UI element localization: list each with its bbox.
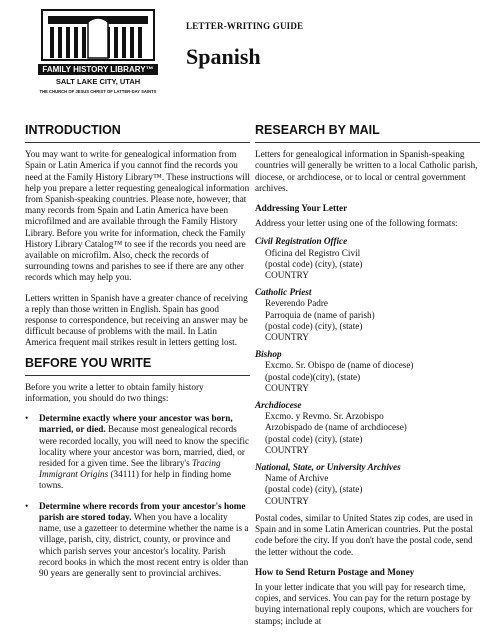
address-label: Civil Registration Office — [255, 236, 348, 247]
address-label: National, State, or University Archives — [255, 462, 401, 473]
address-line: COUNTRY — [265, 444, 309, 455]
address-line: COUNTRY — [265, 382, 309, 393]
bullet-2-bold: Determine where records from your ancestor's home parish are stored today. — [39, 500, 246, 522]
address-line: (postal code) (city), (state) — [265, 258, 363, 269]
research-by-mail-heading: RESEARCH BY MAIL — [255, 125, 480, 143]
address-line: COUNTRY — [265, 495, 309, 506]
bullet-1-bold: Determine exactly where your ancestor was born, married, or died. — [39, 413, 233, 435]
before-you-write-heading: BEFORE YOU WRITE — [25, 358, 250, 376]
postage-paragraph: In your letter indicate that you will pay for research time, copies, and services. You can pay for the return postage by buying international reply coupons, which are vouchers for stamps; include at — [255, 581, 473, 626]
bullet-2-text: When you have a locality name, use a gazetteer to determine whether the name is a village, parish, city, district, county, or province and which parish serves your ancestor's locality. Parish record books in which the most recent entry is older than 90 years are generally sent to provincial archives. — [39, 511, 249, 578]
address-label: Archdiocese — [255, 400, 302, 411]
addressing-intro: Address your letter using one of the following formats: — [255, 218, 458, 229]
address-format — [255, 287, 480, 343]
bullet-icon: • — [25, 413, 29, 424]
address-format — [255, 236, 480, 281]
list-item — [25, 413, 250, 491]
address-line: Oficina del Registro Civil — [265, 247, 361, 258]
address-label: Catholic Priest — [255, 287, 312, 298]
address-line: (postal code) (city), (state) — [265, 320, 363, 331]
left-column — [25, 125, 250, 588]
logo-city: SALT LAKE CITY, UTAH — [55, 77, 141, 86]
bullet-icon: • — [25, 500, 29, 511]
address-line: COUNTRY — [265, 332, 309, 343]
guide-label: LETTER-WRITING GUIDE — [186, 21, 304, 31]
address-line: Excmo. y Revmo. Sr. Arzobispo — [265, 411, 384, 422]
logo-church-name: THE CHURCH OF JESUS CHRIST OF LATTER-DAY SAINTS — [39, 89, 157, 94]
addressing-heading: Addressing Your Letter — [255, 203, 348, 214]
address-line: Excmo. Sr. Obispo de (name of diocese) — [265, 360, 414, 371]
bullet-1-tail: (34111) for help in finding home towns. — [39, 469, 231, 491]
address-line: (postal code)(city), (state) — [265, 371, 361, 382]
address-line: Arzobispado de (name of archdiocese) — [265, 422, 407, 433]
postage-heading: How to Send Return Postage and Money — [255, 566, 415, 577]
tracing-immigrant-origins-title: Tracing Immigrant Origins — [39, 458, 221, 480]
list-item — [25, 501, 250, 579]
introduction-heading: INTRODUCTION — [25, 125, 250, 143]
address-line: Name of Archive — [265, 473, 329, 484]
family-history-library-logo — [22, 8, 174, 100]
address-format — [255, 462, 480, 507]
page-title: Spanish — [186, 44, 261, 69]
address-line: Reverendo Padre — [265, 298, 329, 309]
intro-paragraph-2: Letters written in Spanish have a greater chance of receiving a reply than those written in English. Spain has good response to correspondence, but receiving an answer may be difficult because of problems with the mail. In Latin America frequent mail strikes result in letters getting lost. — [25, 292, 248, 348]
address-formats — [255, 236, 480, 506]
postal-code-paragraph: Postal codes, similar to United States zip codes, are used in Spain and in some Latin American countries. Put the postal code before the city. If you don't have the postal code, send the letter without the code. — [255, 512, 473, 557]
intro-paragraph-1: You may want to write for genealogical information from Spain or Latin America if you cannot find the records you need at the Family History Library™. These instructions will help you prepare a letter requesting genealogical information from Spanish-speaking countries. Please note, however, that many records from Spain and Latin America have been microfilmed and are available through the Family History Library. Before you write for information, check the Family History Library Catalog™ to see if the records you need are available on microfilm. Also, check the records of surrounding towns and parishes to see if there are any other records which may help you. — [25, 149, 250, 283]
research-paragraph: Letters for genealogical information in Spanish-speaking countries will generally be written to a local Catholic parish, diocese, or archdiocese, or to local or central government archives. — [255, 149, 478, 193]
logo-library-name: FAMILY HISTORY LIBRARY™ — [38, 64, 158, 75]
address-line: COUNTRY — [265, 270, 309, 281]
right-column — [255, 125, 480, 636]
address-line: (postal code) (city), (state) — [265, 484, 363, 495]
address-format — [255, 400, 480, 456]
address-line: (postal code) (city), (state) — [265, 433, 363, 444]
address-label: Bishop — [255, 349, 282, 360]
library-building-icon — [40, 8, 156, 62]
before-paragraph: Before you write a letter to obtain family history information, you should do two things: — [25, 381, 204, 404]
address-line: Parroquia de (name of parish) — [265, 309, 375, 320]
bullet-1-text: Because most genealogical records were recorded locally, you will need to know the specific locality where your ancestor was born, married, died, or resided for a given time. See the library's — [39, 424, 250, 469]
address-format — [255, 349, 480, 394]
